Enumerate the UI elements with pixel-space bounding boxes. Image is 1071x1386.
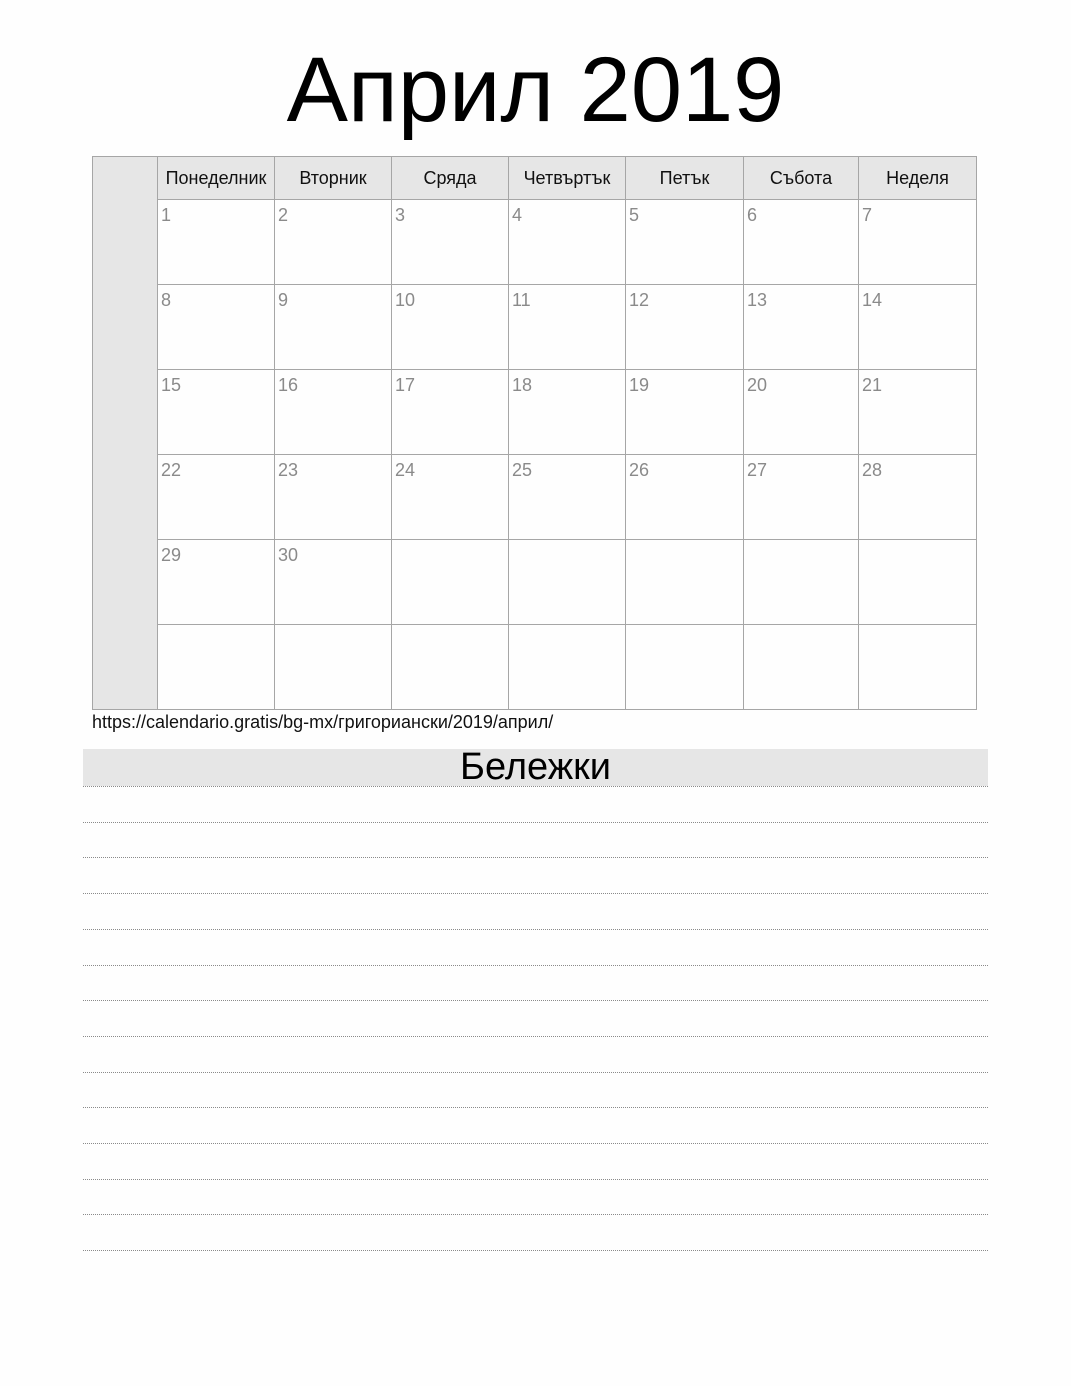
day-cell bbox=[275, 625, 392, 710]
day-cell bbox=[158, 540, 275, 625]
day-cell bbox=[158, 625, 275, 710]
day-number: 1 bbox=[161, 205, 172, 225]
day-cell bbox=[626, 285, 744, 370]
day-cell bbox=[626, 455, 744, 540]
day-cell bbox=[392, 540, 509, 625]
note-line bbox=[83, 1000, 988, 1001]
note-line bbox=[83, 1179, 988, 1180]
day-cell bbox=[744, 625, 859, 710]
day-cell bbox=[859, 540, 976, 625]
day-cell bbox=[158, 370, 275, 455]
notes-title: Бележки bbox=[460, 746, 611, 788]
note-line bbox=[83, 1214, 988, 1215]
day-number: 27 bbox=[747, 460, 768, 480]
weekday-header: Четвъртък bbox=[509, 157, 626, 200]
day-cell bbox=[509, 455, 626, 540]
day-number: 13 bbox=[747, 290, 768, 310]
day-number: 7 bbox=[862, 205, 873, 225]
day-number: 11 bbox=[512, 290, 531, 310]
weekday-header: Събота bbox=[744, 157, 859, 200]
day-number: 21 bbox=[862, 375, 883, 395]
weekday-header: Неделя bbox=[859, 157, 976, 200]
day-number: 16 bbox=[278, 375, 299, 395]
day-cell bbox=[392, 370, 509, 455]
day-cell bbox=[744, 455, 859, 540]
day-number: 20 bbox=[747, 375, 768, 395]
day-cell bbox=[392, 455, 509, 540]
day-cell bbox=[859, 285, 976, 370]
day-number: 12 bbox=[629, 290, 650, 310]
source-url: https://calendario.gratis/bg-mx/григориански/2019/април/ bbox=[92, 712, 554, 732]
day-cell bbox=[744, 200, 859, 285]
day-cell bbox=[744, 370, 859, 455]
day-cell bbox=[509, 285, 626, 370]
weekday-header: Петък bbox=[626, 157, 744, 200]
day-cell bbox=[626, 370, 744, 455]
day-cell bbox=[275, 200, 392, 285]
day-cell bbox=[392, 625, 509, 710]
note-line bbox=[83, 786, 988, 787]
day-cell bbox=[392, 285, 509, 370]
day-number: 3 bbox=[395, 205, 406, 225]
day-number: 28 bbox=[862, 460, 883, 480]
day-number: 24 bbox=[395, 460, 416, 480]
day-cell bbox=[509, 200, 626, 285]
day-cell bbox=[859, 200, 976, 285]
week-number-column bbox=[93, 157, 158, 709]
page-title: Април 2019 bbox=[286, 39, 785, 141]
month-table bbox=[158, 157, 976, 709]
day-cell bbox=[158, 200, 275, 285]
day-cell bbox=[626, 625, 744, 710]
note-line bbox=[83, 1107, 988, 1108]
day-number: 14 bbox=[862, 290, 883, 310]
note-line bbox=[83, 1072, 988, 1073]
day-number: 6 bbox=[747, 205, 758, 225]
day-number: 26 bbox=[629, 460, 650, 480]
calendar-grid bbox=[92, 156, 977, 710]
note-line bbox=[83, 857, 988, 858]
note-line bbox=[83, 929, 988, 930]
note-line bbox=[83, 1036, 988, 1037]
day-cell bbox=[859, 625, 976, 710]
day-cell bbox=[859, 370, 976, 455]
day-number: 8 bbox=[161, 290, 172, 310]
day-cell bbox=[626, 540, 744, 625]
day-cell bbox=[744, 540, 859, 625]
weekday-header: Понеделник bbox=[158, 157, 275, 200]
day-cell bbox=[275, 540, 392, 625]
notes-header bbox=[83, 746, 988, 788]
day-cell bbox=[275, 455, 392, 540]
note-line bbox=[83, 1250, 988, 1251]
note-line bbox=[83, 822, 988, 823]
note-line bbox=[83, 965, 988, 966]
day-number: 4 bbox=[512, 205, 523, 225]
day-cell bbox=[859, 455, 976, 540]
weekday-header: Вторник bbox=[275, 157, 392, 200]
day-cell bbox=[509, 540, 626, 625]
day-number: 9 bbox=[278, 290, 289, 310]
day-number: 2 bbox=[278, 205, 289, 225]
day-number: 10 bbox=[395, 290, 416, 310]
day-cell bbox=[158, 455, 275, 540]
day-cell bbox=[158, 285, 275, 370]
day-cell bbox=[275, 370, 392, 455]
day-cell bbox=[744, 285, 859, 370]
day-number: 30 bbox=[278, 545, 299, 565]
day-cell bbox=[626, 200, 744, 285]
day-number: 17 bbox=[395, 375, 416, 395]
day-number: 5 bbox=[629, 205, 640, 225]
day-number: 15 bbox=[161, 375, 182, 395]
day-number: 18 bbox=[512, 375, 533, 395]
day-number: 23 bbox=[278, 460, 299, 480]
day-number: 25 bbox=[512, 460, 533, 480]
note-line bbox=[83, 1143, 988, 1144]
day-cell bbox=[275, 285, 392, 370]
day-cell bbox=[509, 625, 626, 710]
day-cell bbox=[509, 370, 626, 455]
weekday-header: Сряда bbox=[392, 157, 509, 200]
day-number: 29 bbox=[161, 545, 182, 565]
note-line bbox=[83, 893, 988, 894]
day-number: 19 bbox=[629, 375, 650, 395]
day-number: 22 bbox=[161, 460, 182, 480]
day-cell bbox=[392, 200, 509, 285]
